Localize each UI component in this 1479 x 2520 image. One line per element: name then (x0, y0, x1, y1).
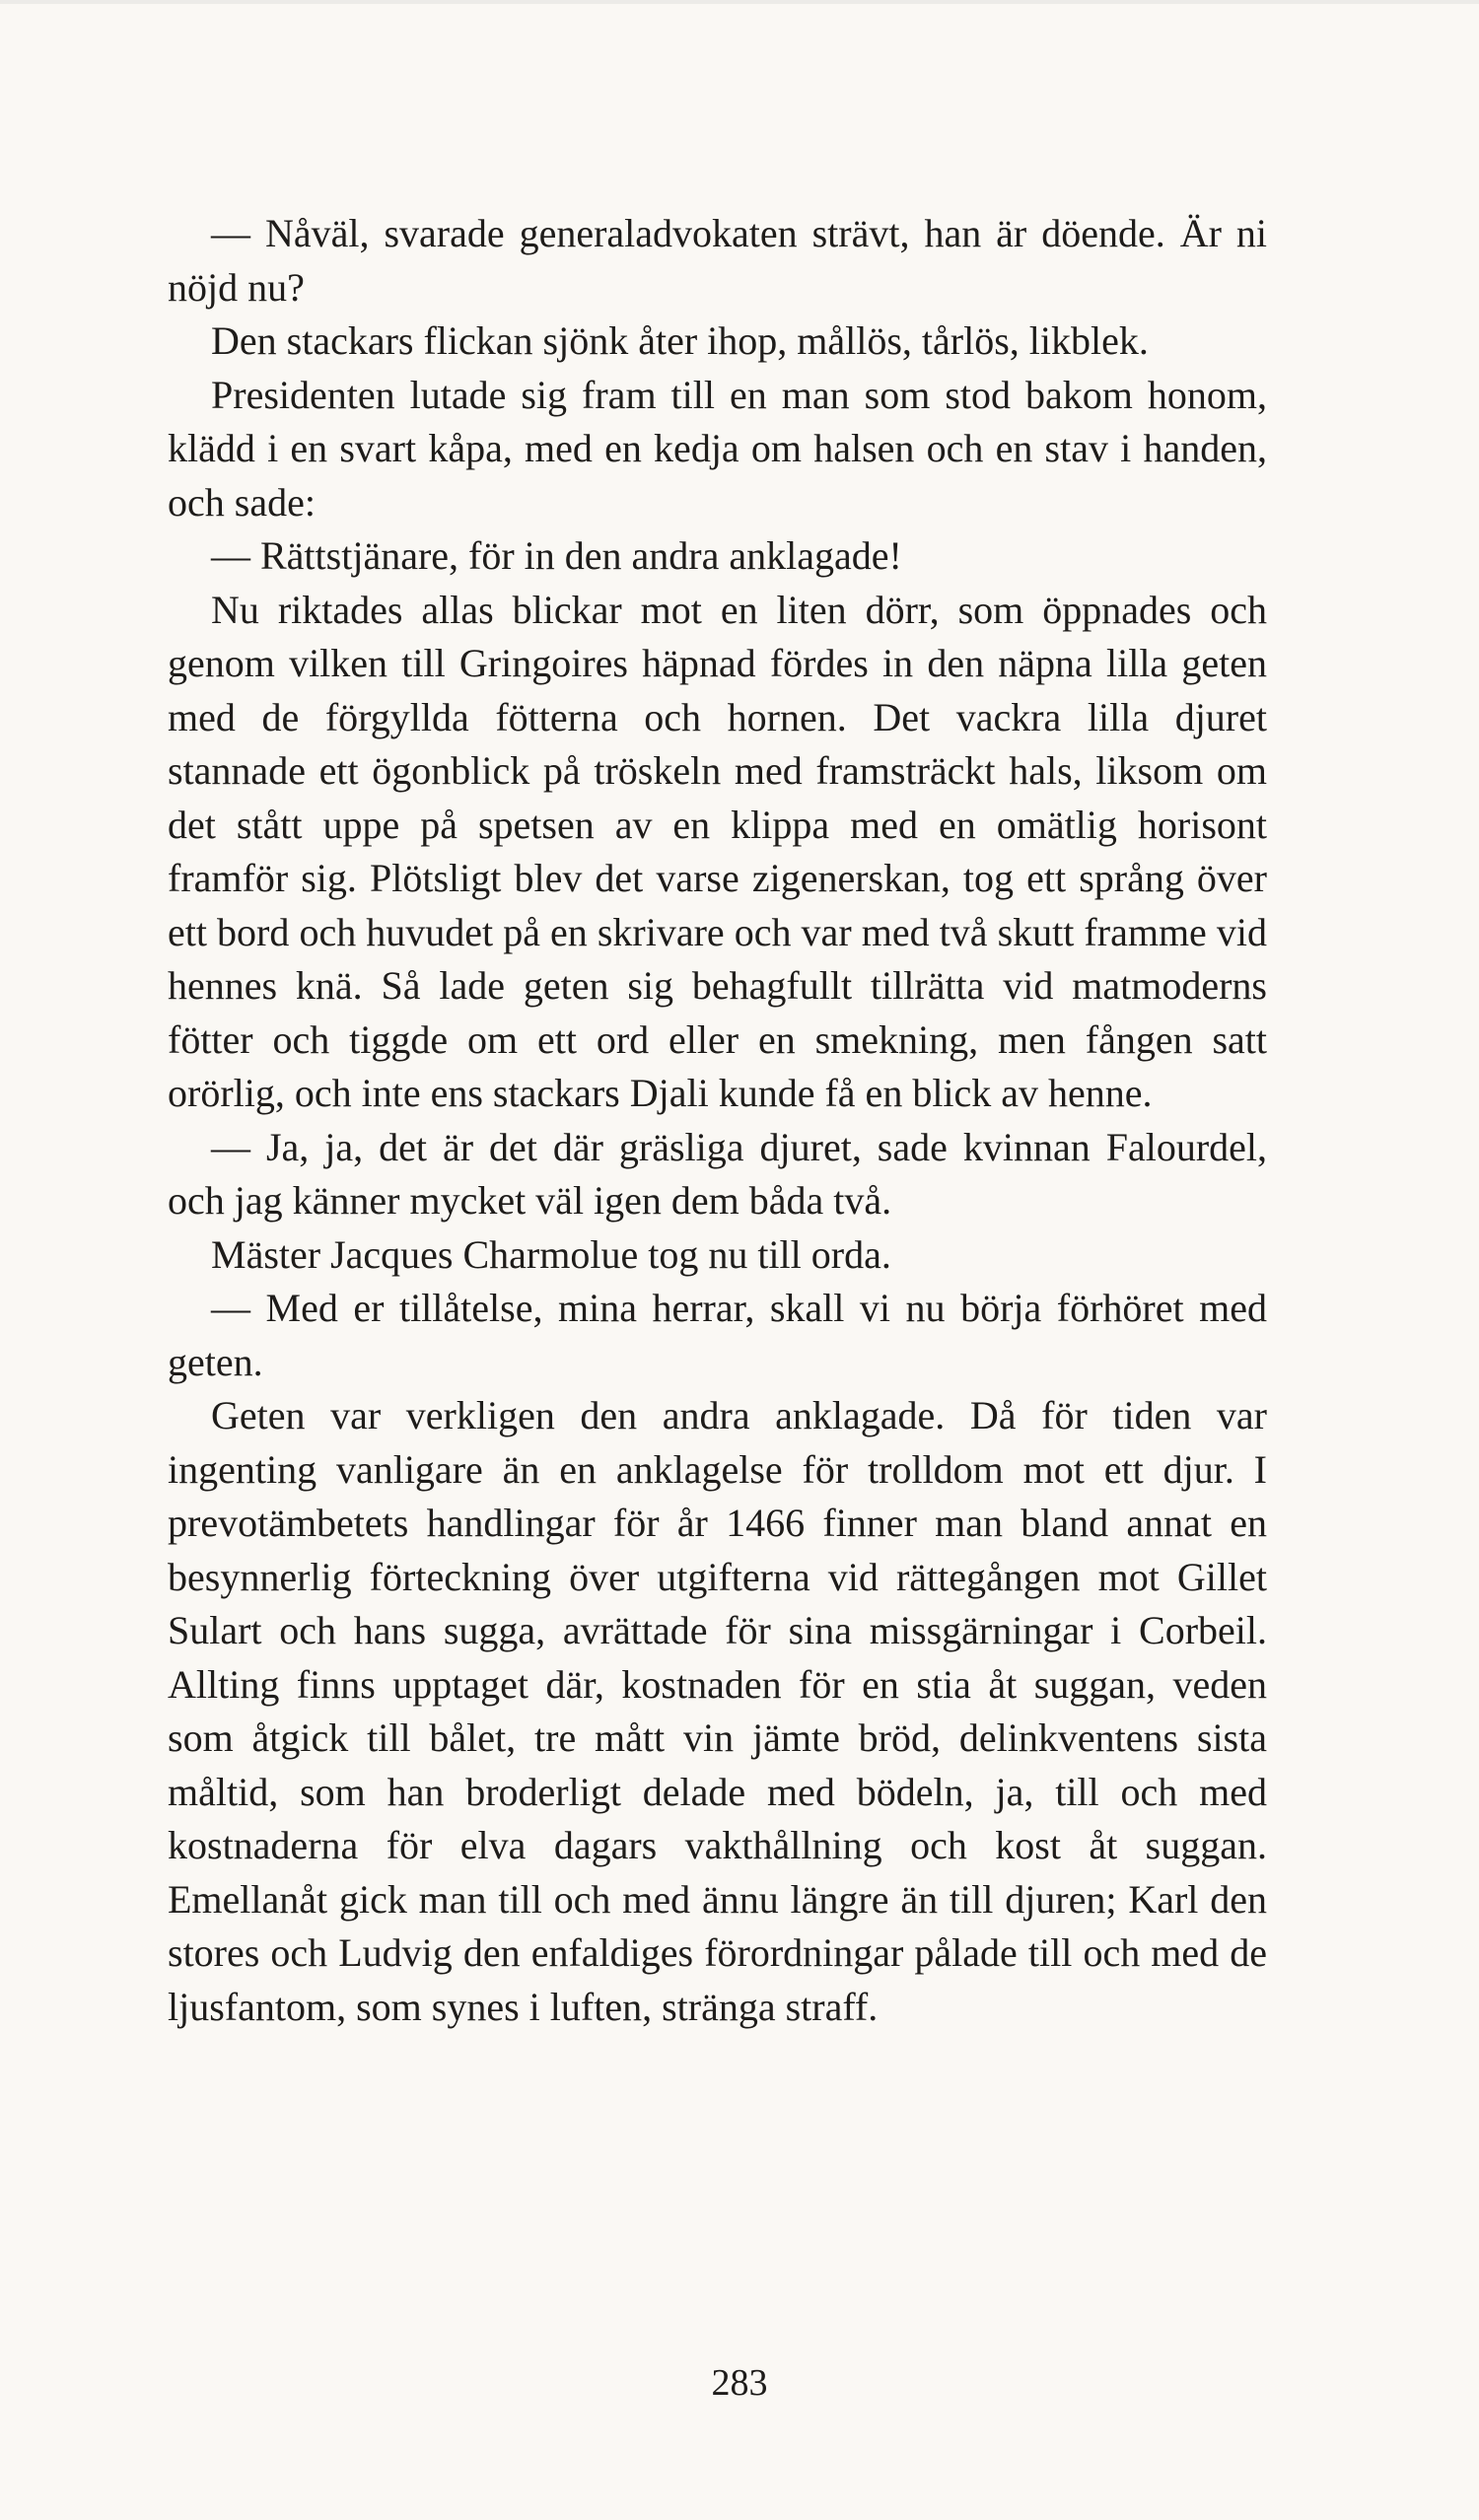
body-text (168, 207, 1267, 2034)
page-number: 283 (711, 2362, 768, 2404)
paragraph-4: — Rättstjänare, för in den andra anklagade! (211, 533, 902, 578)
paragraph-1: — Nåväl, svarade generaladvokaten strävt, han är döende. Är ni nöjd nu? (168, 211, 1267, 310)
paragraph-9: Geten var verkligen den andra anklagade. Då för tiden var ingenting vanligare än en anklagelse för trolldom mot ett djur. I prevotämbetets handlingar för år 1466 finner man bland annat en besynnerlig förteckning över utgifterna vid rättegången mot Gillet Sulart och hans sugga, avrättade för sina missgärningar i Corbeil. Allting finns upptaget där, kostnaden för en stia åt suggan, veden som åtgick till bålet, tre mått vin jämte bröd, delinkventens sista måltid, som han broderligt delade med bödeln, ja, till och med kostnaderna för elva dagars vakthållning och kost åt suggan. Emellanåt gick man till och med ännu längre än till djuren; Karl den stores och Ludvig den enfaldiges förordningar pålade till och med de ljusfantom, som synes i luften, stränga straff. (168, 1393, 1267, 2029)
paragraph-5: Nu riktades allas blickar mot en liten dörr, som öppnades och genom vilken till Gringoires häpnad fördes in den näpna lilla geten med de förgyllda fötterna och hornen. Det vackra lilla djuret stannade ett ögonblick på tröskeln med framsträckt hals, liksom om det stått uppe på spetsen av en klippa med en omätlig horisont framför sig. Plötsligt blev det varse zigenerskan, tog ett språng över ett bord och huvudet på en skrivare och var med två skutt framme vid hennes knä. Så lade geten sig behagfullt tillrätta vid matmoderns fötter och tiggde om ett ord eller en smekning, men fången satt orörlig, och inte ens stackars Djali kunde få en blick av henne. (168, 587, 1267, 1115)
page-edge (0, 0, 1479, 4)
paragraph-2: Den stackars flickan sjönk åter ihop, mållös, tårlös, likblek. (211, 318, 1149, 363)
paragraph-7: Mäster Jacques Charmolue tog nu till orda. (211, 1231, 891, 1277)
paragraph-3: Presidenten lutade sig fram till en man som stod bakom honom, klädd i en svart kåpa, med en kedja om halsen och en stav i handen, och sade: (168, 372, 1267, 525)
paragraph-6: — Ja, ja, det är det där gräsliga djuret, sade kvinnan Falourdel, och jag känner mycket väl igen dem båda två. (168, 1124, 1267, 1223)
paragraph-8: — Med er tillåtelse, mina herrar, skall vi nu börja förhöret med geten. (168, 1286, 1267, 1384)
